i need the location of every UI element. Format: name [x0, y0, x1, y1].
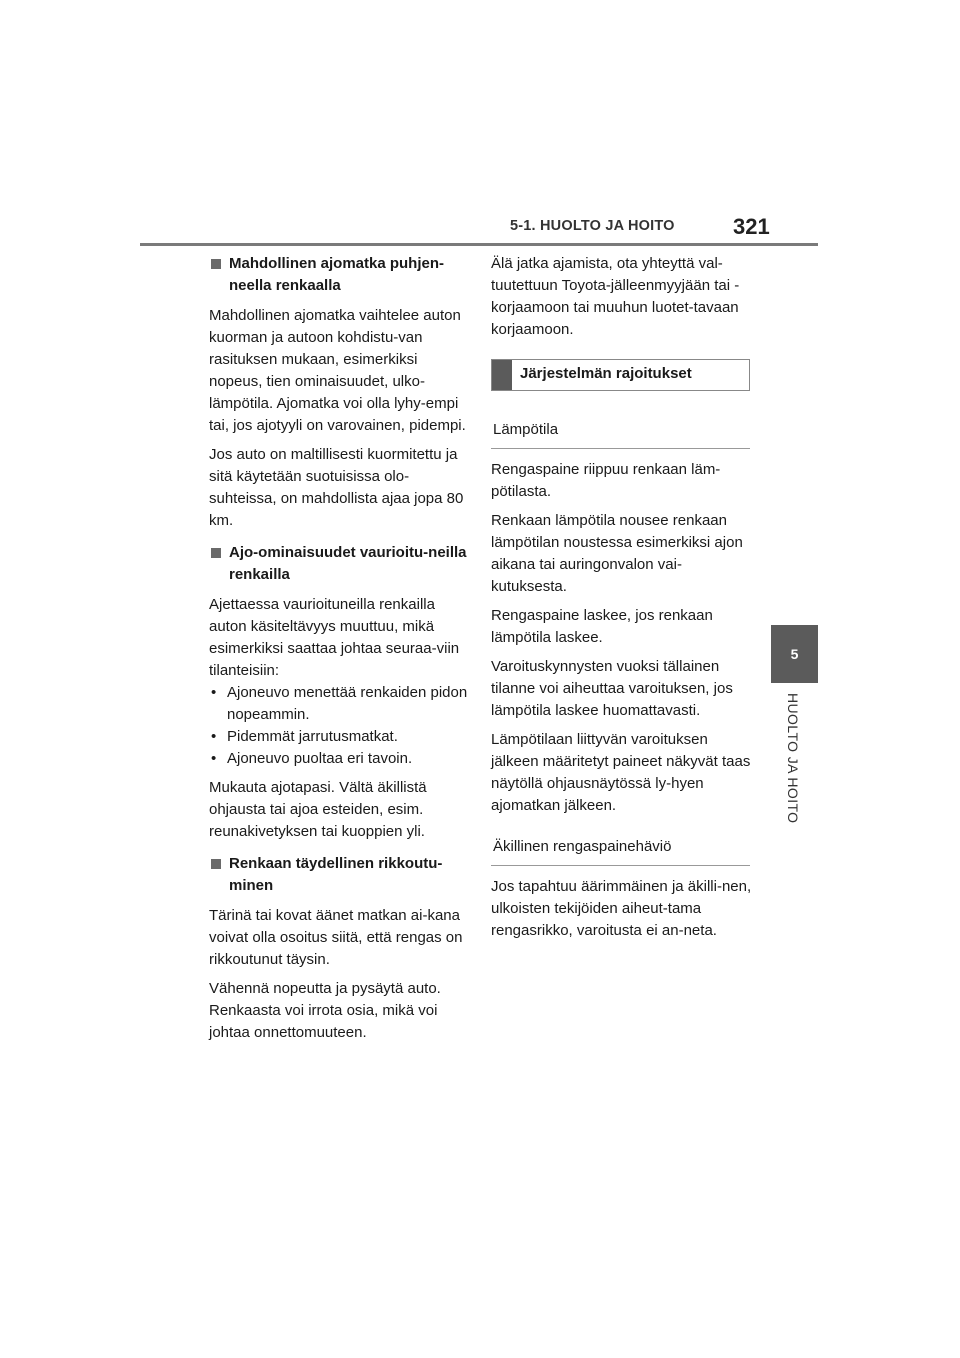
paragraph: Tärinä tai kovat äänet matkan ai-kana voivat olla osoitus siitä, että rengas on rikkoutunut täysin.: [209, 907, 463, 968]
subheading-text: Mahdollinen ajomatka puhjen-neella renkaalla: [229, 255, 445, 294]
paragraph: Rengaspaine riippuu renkaan läm-pötilasta.: [491, 461, 721, 500]
subheading: [209, 253, 471, 297]
list-item-text: Ajoneuvo menettää renkaiden pidon nopeammin.: [227, 684, 468, 723]
paragraph: Rengaspaine laskee, jos renkaan lämpötila laskee.: [491, 607, 713, 646]
page-number: 321: [733, 214, 770, 239]
paragraph: Älä jatka ajamista, ota yhteyttä val-tuutettuun Toyota-jälleenmyyjään tai -korjaamoon tai muuhun luotet-tavaan korjaamoon.: [491, 255, 740, 338]
paragraph: Mahdollinen ajomatka vaihtelee auton kuorman ja autoon kohdistu-van rasituksen mukaan, esimerkiksi nopeus, tien ominaisuudet, ulko-lämpötila. Ajomatka voi olla lyhy-empi tai, jos ajotyyli on varovainen, pidempi.: [209, 307, 466, 434]
list-item-text: Pidemmät jarrutusmatkat.: [227, 728, 398, 745]
heading-bar: [492, 360, 512, 390]
list-item-text: Ajoneuvo puoltaa eri tavoin.: [227, 750, 413, 767]
header-divider: [140, 243, 818, 246]
square-bullet-icon: [211, 859, 221, 869]
list-item: [209, 748, 471, 770]
section-title: 5-1. HUOLTO JA HOITO: [510, 218, 675, 234]
list-item: [209, 682, 471, 726]
paragraph: Jos tapahtuu äärimmäinen ja äkilli-nen, ulkoisten tekijöiden aiheut-tama rengasrikko, varoitusta ei an-neta.: [491, 878, 752, 939]
paragraph: Mukauta ajotapasi. Vältä äkillistä ohjausta tai ajoa esteiden, esim. reunakivetyksen tai kuoppien yli.: [209, 779, 427, 840]
square-bullet-icon: [211, 259, 221, 269]
paragraph: Jos auto on maltillisesti kuormitettu ja sitä käytetään suotuisissa olo-suhteissa, on mahdollista ajaa jopa 80 km.: [209, 446, 464, 529]
paragraph: Varoituskynnysten vuoksi tällainen tilanne voi aiheuttaa varoituksen, jos lämpötila laskee huomattavasti.: [491, 658, 733, 719]
right-column: [491, 253, 753, 949]
square-bullet-icon: [211, 548, 221, 558]
bullet-list: [209, 682, 471, 770]
minor-heading: Äkillinen rengaspainehäviö: [491, 824, 750, 866]
paragraph: Ajettaessa vaurioituneilla renkailla auton käsiteltävyys muuttuu, mikä esimerkiksi saattaa johtaa seuraa-viin tilanteisiin:: [209, 596, 460, 679]
list-item: [209, 726, 471, 748]
paragraph: Renkaan lämpötila nousee renkaan lämpötilan noustessa esimerkiksi ajon aikana tai auringonvalon vai-kutuksesta.: [491, 512, 743, 595]
chapter-tab: [771, 625, 818, 683]
minor-heading: Lämpötila: [491, 407, 750, 449]
subheading-text: Renkaan täydellinen rikkoutu-minen: [229, 855, 443, 894]
subheading: [209, 542, 471, 586]
section-box-heading: [491, 359, 750, 391]
left-column: [209, 253, 471, 1051]
bullet-dot-icon: •: [211, 684, 217, 701]
paragraph: Vähennä nopeutta ja pysäytä auto. Renkaasta voi irrota osia, mikä voi johtaa onnettomuuteen.: [209, 980, 441, 1041]
paragraph: Lämpötilaan liittyvän varoituksen jälkeen määritetyt paineet näkyvät taas näytöllä ohjausnäytössä ly-hyen ajomatkan jälkeen.: [491, 731, 751, 814]
bullet-dot-icon: •: [211, 728, 217, 745]
subheading: [209, 853, 471, 897]
box-heading-text: Järjestelmän rajoitukset: [520, 365, 692, 382]
chapter-number: 5: [790, 646, 799, 662]
subheading-text: Ajo-ominaisuudet vaurioitu-neilla renkailla: [229, 544, 467, 583]
chapter-title: HUOLTO JA HOITO: [785, 693, 801, 824]
bullet-dot-icon: •: [211, 750, 217, 767]
